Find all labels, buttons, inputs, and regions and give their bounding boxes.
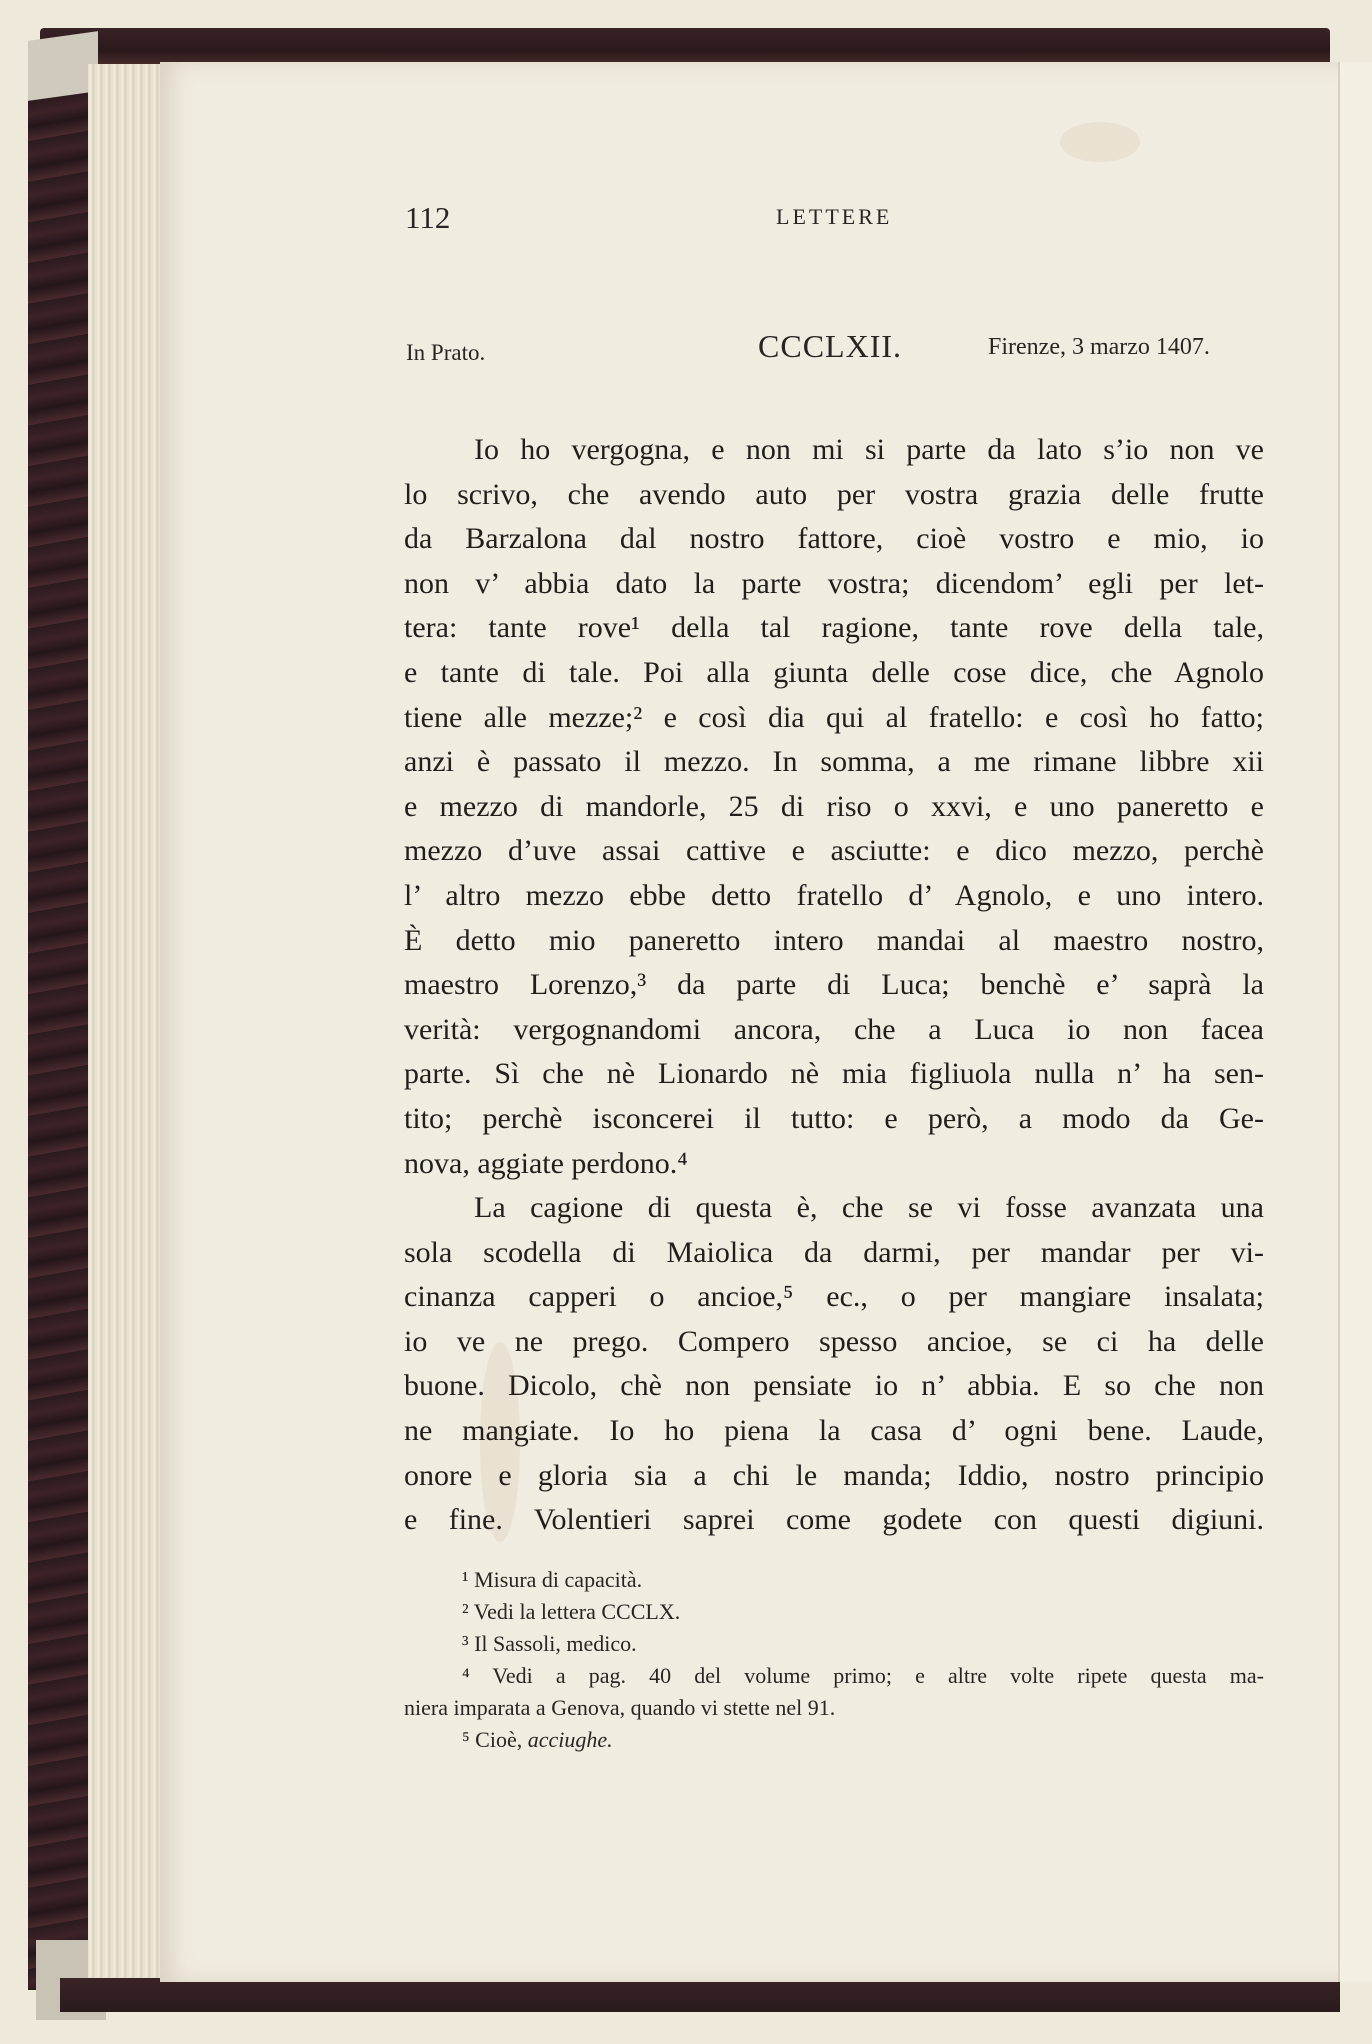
page-number: 112	[405, 200, 451, 235]
body-line: cinanza capperi o ancioe,⁵ ec., o per mangiare insalata;	[404, 1280, 1264, 1314]
letter-dateline: Firenze, 3 marzo 1407.	[988, 334, 1210, 360]
footnote-3: ³ Il Sassoli, medico.	[462, 1631, 637, 1656]
body-line: tito; perchè isconcerei il tutto: e però, a modo da Ge-	[404, 1101, 1264, 1135]
body-line: nova, aggiate perdono.⁴	[404, 1146, 688, 1180]
body-line: parte. Sì che nè Lionardo nè mia figliuola nulla n’ ha sen-	[404, 1057, 1264, 1091]
body-line: non v’ abbia dato la parte vostra; dicendom’ egli per let-	[404, 566, 1264, 600]
footnote-1: ¹ Misura di capacità.	[462, 1567, 643, 1592]
body-line: È detto mio paneretto intero mandai al maestro nostro,	[404, 923, 1264, 957]
body-line: ne mangiate. Io ho piena la casa d’ ogni bene. Laude,	[404, 1414, 1264, 1448]
footnote-5	[404, 1724, 1264, 1756]
body-line: onore e gloria sia a chi le manda; Iddio, nostro principio	[404, 1458, 1264, 1492]
body-line: l’ altro mezzo ebbe detto fratello d’ Agnolo, e uno intero.	[404, 878, 1264, 912]
letter-body	[404, 428, 1264, 1543]
body-line: e mezzo di mandorle, 25 di riso o xxvi, e uno paneretto e	[404, 789, 1264, 823]
body-line: tiene alle mezze;² e così dia qui al fratello: e così ho fatto;	[404, 700, 1264, 734]
body-line: tera: tante rove¹ della tal ragione, tante rove della tale,	[404, 611, 1264, 645]
footnote-4: ⁴ Vedi a pag. 40 del volume primo; e altre volte ripete questa ma-	[462, 1663, 1264, 1688]
letter-number: CCCLXII.	[758, 328, 902, 364]
body-line: anzi è passato il mezzo. In somma, a me rimane libbre xii	[404, 745, 1264, 779]
book-cover-bottom	[60, 1978, 1340, 2012]
footnote-2: ² Vedi la lettera CCCLX.	[462, 1599, 681, 1624]
body-line: e fine. Volentieri saprei come godete con questi digiuni.	[404, 1503, 1264, 1537]
paper-stain	[1060, 122, 1140, 162]
body-line: da Barzalona dal nostro fattore, cioè vostro e mio, io	[404, 522, 1264, 556]
body-line: Io ho vergogna, e non mi si parte da lato s’io non ve	[474, 433, 1264, 466]
body-line: e tante di tale. Poi alla giunta delle cose dice, che Agnolo	[404, 655, 1264, 689]
body-line: maestro Lorenzo,³ da parte di Luca; benchè e’ saprà la	[404, 968, 1264, 1002]
body-line: sola scodella di Maiolica da darmi, per mandar per vi-	[404, 1235, 1264, 1269]
body-line: lo scrivo, che avendo auto per vostra grazia delle frutte	[404, 477, 1264, 511]
book-cover-top	[40, 28, 1330, 66]
running-title: LETTERE	[776, 204, 893, 229]
footnotes	[404, 1564, 1264, 1756]
footnote-4-continued: niera imparata a Genova, quando vi stette nel 91.	[404, 1695, 836, 1720]
body-line: La cagione di questa è, che se vi fosse avanzata una	[474, 1191, 1264, 1225]
body-line: io ve ne prego. Compero spesso ancioe, se ci ha delle	[404, 1324, 1264, 1358]
next-page-edge	[1338, 62, 1372, 1982]
body-line: verità: vergognandomi ancora, che a Luca io non facea	[404, 1012, 1264, 1046]
book-cover-spine	[28, 60, 90, 1990]
footnote-5-prefix: ⁵ Cioè,	[462, 1727, 523, 1752]
recipient-place: In Prato.	[406, 340, 486, 365]
body-line: mezzo d’uve assai cattive e asciutte: e dico mezzo, perchè	[404, 834, 1264, 868]
footnote-5-term: acciughe.	[527, 1727, 613, 1752]
body-line: buone. Dicolo, chè non pensiate io n’ abbia. E so che non	[404, 1369, 1264, 1403]
